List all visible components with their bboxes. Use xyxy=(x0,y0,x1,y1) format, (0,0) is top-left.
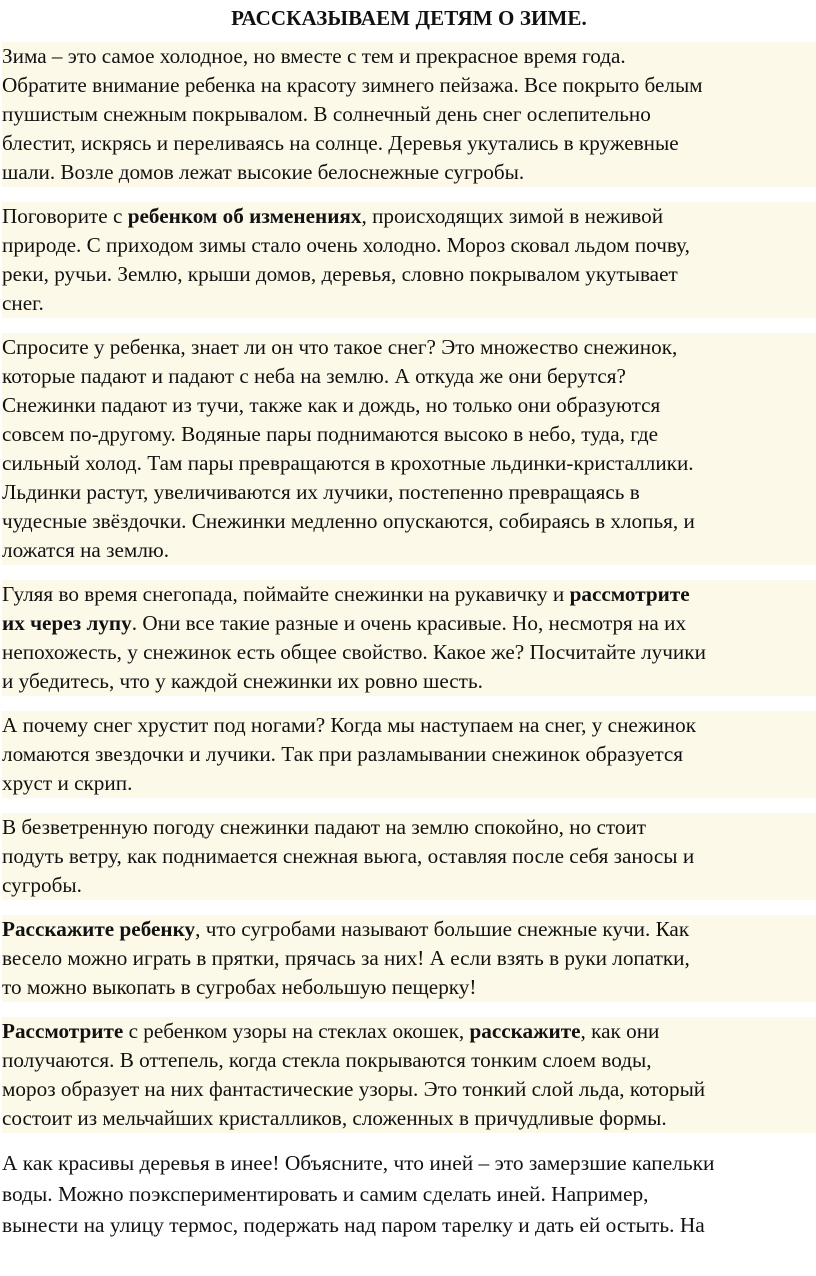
text-run: . Они все такие разные и очень красивые. Но, несмотря на их xyxy=(131,611,687,635)
text-line: снег. xyxy=(2,291,44,315)
text-line xyxy=(2,609,816,638)
text-line xyxy=(2,202,816,231)
text-run: Гуляя во время снегопада, поймайте снежинки на рукавичку и xyxy=(2,582,570,606)
text-line: состоит из мельчайших кристалликов, сложенных в причудливые формы. xyxy=(2,1106,667,1130)
text-line: непохожесть, у снежинок есть общее свойство. Какое же? Посчитайте лучики xyxy=(2,640,706,664)
text-line: сугробы. xyxy=(2,873,82,897)
text-line: блестит, искрясь и переливаясь на солнце. Деревья укутались в кружевные xyxy=(2,131,679,155)
text-line: которые падают и падают с неба на землю. А откуда же они берутся? xyxy=(2,364,626,388)
text-line xyxy=(2,1017,816,1046)
text-run: Поговорите с xyxy=(2,204,128,228)
text-line: воды. Можно поэкспериментировать и самим сделать иней. Например, xyxy=(2,1182,649,1206)
text-line: Спросите у ребенка, знает ли он что такое снег? Это множество снежинок, xyxy=(2,335,678,359)
text-line: природе. С приходом зимы стало очень холодно. Мороз сковал льдом почву, xyxy=(2,233,690,257)
paragraph-gap xyxy=(2,900,816,915)
text-line: сильный холод. Там пары превращаются в крохотные льдинки-кристаллики. xyxy=(2,451,694,475)
paragraph-gap xyxy=(2,318,816,333)
text-line: Льдинки растут, увеличиваются их лучики, постепенно превращаясь в xyxy=(2,480,640,504)
paragraph-8 xyxy=(2,1017,816,1133)
text-run: , происходящих зимой в неживой xyxy=(361,204,664,228)
text-line: реки, ручьи. Землю, крыши домов, деревья, словно покрывалом укутывает xyxy=(2,262,678,286)
text-line: Обратите внимание ребенка на красоту зимнего пейзажа. Все покрыто белым xyxy=(2,73,703,97)
paragraph-gap xyxy=(2,696,816,711)
paragraph-gap xyxy=(2,798,816,813)
paragraph-gap xyxy=(2,1002,816,1017)
text-line: и убедитесь, что у каждой снежинки их ровно шесть. xyxy=(2,669,483,693)
paragraph-7 xyxy=(2,915,816,1002)
text-line: Снежинки падают из тучи, также как и дождь, но только они образуются xyxy=(2,393,661,417)
text-line: В безветренную погоду снежинки падают на землю спокойно, но стоит xyxy=(2,815,647,839)
bold-text: Расскажите ребенку xyxy=(2,917,196,941)
bold-text: рассмотрите xyxy=(569,582,690,606)
text-line: вынести на улицу термос, подержать над паром тарелку и дать ей остыть. На xyxy=(2,1213,705,1237)
paragraph-6 xyxy=(2,813,816,900)
paragraph-4 xyxy=(2,580,816,696)
text-line: совсем по-другому. Водяные пары поднимаются высоко в небо, туда, где xyxy=(2,422,659,446)
paragraph-9 xyxy=(2,1148,816,1241)
text-run: , как они xyxy=(580,1019,660,1043)
bold-text: расскажите xyxy=(469,1019,581,1043)
text-line: то можно выкопать в сугробах небольшую пещерку! xyxy=(2,975,477,999)
paragraph-gap xyxy=(2,565,816,580)
text-line xyxy=(2,915,816,944)
text-line: хруст и скрип. xyxy=(2,771,133,795)
bold-text: ребенком об изменениях xyxy=(127,204,362,228)
paragraph-gap xyxy=(2,1133,816,1148)
text-line: Зима – это самое холодное, но вместе с тем и прекрасное время года. xyxy=(2,44,626,68)
text-line: подуть ветру, как поднимается снежная вьюга, оставляя после себя заносы и xyxy=(2,844,695,868)
text-line xyxy=(2,580,816,609)
paragraph-3 xyxy=(2,333,816,565)
text-line: получаются. В оттепель, когда стекла покрываются тонким слоем воды, xyxy=(2,1048,652,1072)
text-line: мороз образует на них фантастические узоры. Это тонкий слой льда, который xyxy=(2,1077,706,1101)
bold-text: Рассмотрите xyxy=(2,1019,124,1043)
text-line: пушистым снежным покрывалом. В солнечный день снег ослепительно xyxy=(2,102,651,126)
bold-text: их через лупу xyxy=(2,611,132,635)
text-run: с ребенком узоры на стеклах окошек, xyxy=(123,1019,470,1043)
text-line: ложатся на землю. xyxy=(2,538,170,562)
text-line: весело можно играть в прятки, прячась за них! А если взять в руки лопатки, xyxy=(2,946,690,970)
paragraph-2 xyxy=(2,202,816,318)
text-line: ломаются звездочки и лучики. Так при разламывании снежинок образуется xyxy=(2,742,684,766)
text-line: чудесные звёздочки. Снежинки медленно опускаются, собираясь в хлопья, и xyxy=(2,509,695,533)
text-line: шали. Возле домов лежат высокие белоснежные сугробы. xyxy=(2,160,525,184)
document-title: РАССКАЗЫВАЕМ ДЕТЯМ О ЗИМЕ. xyxy=(231,6,587,30)
paragraph-gap xyxy=(2,187,816,202)
text-line: А почему снег хрустит под ногами? Когда мы наступаем на снег, у снежинок xyxy=(2,713,697,737)
paragraph-5 xyxy=(2,711,816,798)
text-line: А как красивы деревья в инее! Объясните, что иней – это замерзшие капельки xyxy=(2,1151,715,1175)
paragraph-1 xyxy=(2,42,816,187)
text-run: , что сугробами называют большие снежные кучи. Как xyxy=(195,917,690,941)
